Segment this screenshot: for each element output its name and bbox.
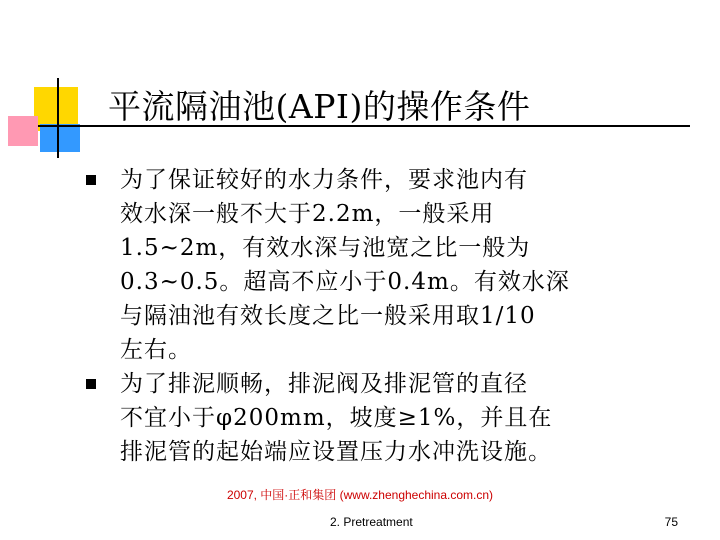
square-bullet-icon — [86, 379, 96, 389]
decor-blue-square — [40, 124, 80, 152]
bullet-line: 为了保证较好的水力条件，要求池内有 — [120, 167, 528, 193]
bullet-item — [86, 367, 711, 469]
bullet-line: 0.3~0.5。超高不应小于0.4m。有效水深 — [120, 269, 570, 295]
bullet-line: 不宜小于φ200mm，坡度≥1%，并且在 — [120, 405, 553, 431]
footer-section: 2. Pretreatment — [330, 515, 413, 529]
bullet-line: 排泥管的起始端应设置压力水冲洗设施。 — [120, 439, 552, 465]
bullet-list — [86, 163, 711, 469]
bullet-line: 效水深一般不大于2.2m，一般采用 — [120, 201, 495, 227]
decor-vertical-line — [57, 78, 59, 158]
footer-page-number: 75 — [664, 515, 678, 529]
footer-copyright: 2007, 中国·正和集团 (www.zhenghechina.com.cn) — [226, 488, 494, 502]
slide-title: 平流隔油池(API)的操作条件 — [108, 87, 531, 126]
decor-red-square — [8, 116, 38, 146]
bullet-line: 左右。 — [120, 337, 192, 363]
bullet-line: 为了排泥顺畅，排泥阀及排泥管的直径 — [120, 371, 528, 397]
bullet-line: 1.5~2m，有效水深与池宽之比一般为 — [120, 235, 531, 261]
bullet-item — [86, 163, 711, 367]
bullet-line: 与隔油池有效长度之比一般采用取1/10 — [120, 303, 536, 329]
square-bullet-icon — [86, 175, 96, 185]
